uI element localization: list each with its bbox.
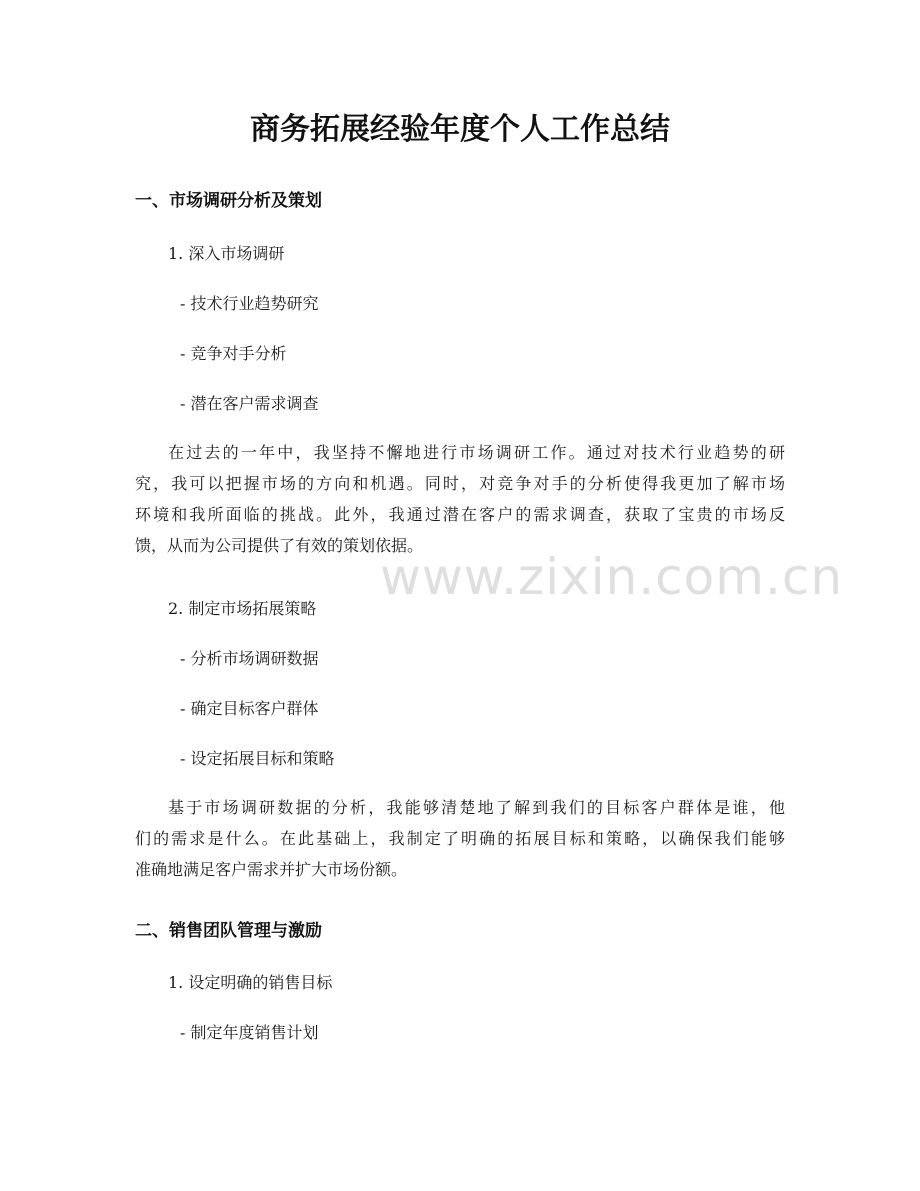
paragraph-line: 究，我可以把握市场的方向和机遇。同时，对竞争对手的分析使得我更加了解市场 <box>135 474 785 493</box>
list-item-1-2: 2. 制定市场拓展策略 <box>168 599 317 618</box>
bullet-item: - 潜在客户需求调查 <box>180 394 319 413</box>
paragraph-line: 馈，从而为公司提供了有效的策划依据。 <box>135 536 424 555</box>
bullet-item: - 设定拓展目标和策略 <box>180 749 335 768</box>
paragraph-line: 在过去的一年中，我坚持不懈地进行市场调研工作。通过对技术行业趋势的研 <box>168 443 785 462</box>
paragraph-2 <box>135 792 785 885</box>
bullet-item: - 分析市场调研数据 <box>180 649 319 668</box>
paragraph-line: 环境和我所面临的挑战。此外，我通过潜在客户的需求调查，获取了宝贵的市场反 <box>135 505 785 524</box>
paragraph-line: 准确地满足客户需求并扩大市场份额。 <box>135 860 408 879</box>
paragraph-line: 基于市场调研数据的分析，我能够清楚地了解到我们的目标客户群体是谁，他 <box>168 798 785 817</box>
list-item-2-1: 1. 设定明确的销售目标 <box>168 973 333 992</box>
bullet-item: - 制定年度销售计划 <box>180 1023 319 1042</box>
section-heading-1: 一、市场调研分析及策划 <box>135 191 322 211</box>
paragraph-line: 们的需求是什么。在此基础上，我制定了明确的拓展目标和策略，以确保我们能够 <box>135 829 785 848</box>
watermark: www.zixin.com.cn <box>380 548 844 606</box>
list-item-1-1: 1. 深入市场调研 <box>168 244 285 263</box>
section-heading-2: 二、销售团队管理与激励 <box>135 921 322 941</box>
document-title: 商务拓展经验年度个人工作总结 <box>250 112 670 147</box>
bullet-item: - 确定目标客户群体 <box>180 699 319 718</box>
bullet-item: - 竞争对手分析 <box>180 344 287 363</box>
bullet-item: - 技术行业趋势研究 <box>180 294 319 313</box>
